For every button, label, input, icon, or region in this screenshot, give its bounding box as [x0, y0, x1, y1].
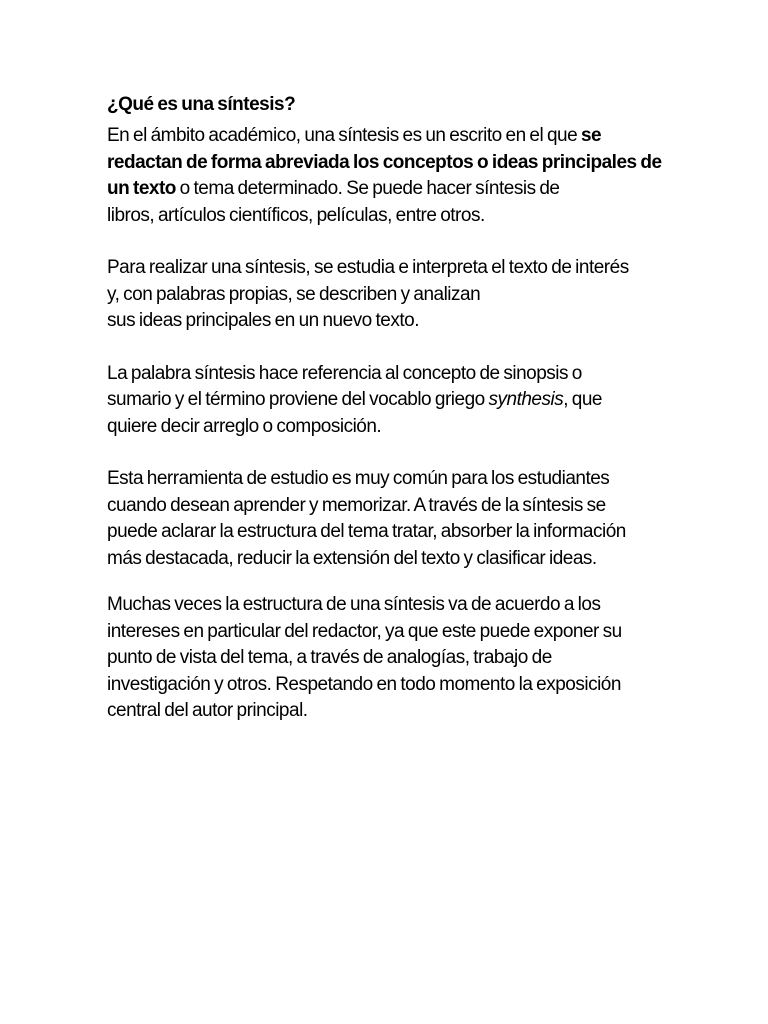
text-run: o tema determinado. Se puede hacer síntesis de: [175, 178, 560, 199]
bold-text-line: redactan de forma abreviada los conceptos o ideas principales de: [107, 151, 662, 173]
text-line: y, con palabras propias, se describen y analizan: [107, 283, 481, 305]
text-line: punto de vista del tema, a través de analogías, trabajo de: [107, 647, 552, 668]
text-line: Para realizar una síntesis, se estudia e interpreta el texto de interés: [107, 257, 629, 278]
text-run: En el ámbito académico, una síntesis es un escrito en el que: [107, 125, 581, 146]
paragraph-study-tool: [107, 466, 677, 572]
document-title: ¿Qué es una síntesis?: [107, 94, 296, 115]
text-line: sus ideas principales en un nuevo texto.: [107, 310, 419, 331]
text-line: más destacada, reducir la extensión del texto y clasificar ideas.: [107, 547, 597, 569]
text-line: [107, 176, 677, 203]
text-run: sumario y el término proviene del vocablo griego: [107, 389, 489, 410]
paragraph-how-to: [107, 255, 677, 335]
text-line: central del autor principal.: [107, 700, 308, 721]
text-line: Esta herramienta de estudio es muy común para los estudiantes: [107, 468, 610, 489]
text-line: libros, artículos científicos, películas, entre otros.: [107, 204, 485, 226]
document-page: [107, 92, 677, 725]
text-line: quiere decir arreglo o composición.: [107, 415, 382, 437]
bold-text-run: un texto: [107, 178, 176, 199]
italic-text-run: synthesis: [488, 389, 564, 410]
text-line: intereses en particular del redactor, ya que este puede exponer su: [107, 620, 622, 642]
text-line: Muchas veces la estructura de una síntesis va de acuerdo a los: [107, 594, 601, 615]
paragraph-structure: [107, 592, 677, 725]
text-line: [107, 123, 677, 150]
text-line: puede aclarar la estructura del tema tratar, absorber la información: [107, 521, 626, 542]
paragraph-definition: [107, 123, 677, 229]
text-line: [107, 387, 677, 414]
paragraph-etymology: [107, 361, 677, 441]
text-line: investigación y otros. Respetando en todo momento la exposición: [107, 673, 621, 695]
text-line: cuando desean aprender y memorizar. A través de la síntesis se: [107, 494, 606, 516]
bold-text-run: se: [580, 125, 602, 146]
text-run: , que: [563, 389, 602, 410]
text-line: La palabra síntesis hace referencia al concepto de sinopsis o: [107, 362, 582, 384]
